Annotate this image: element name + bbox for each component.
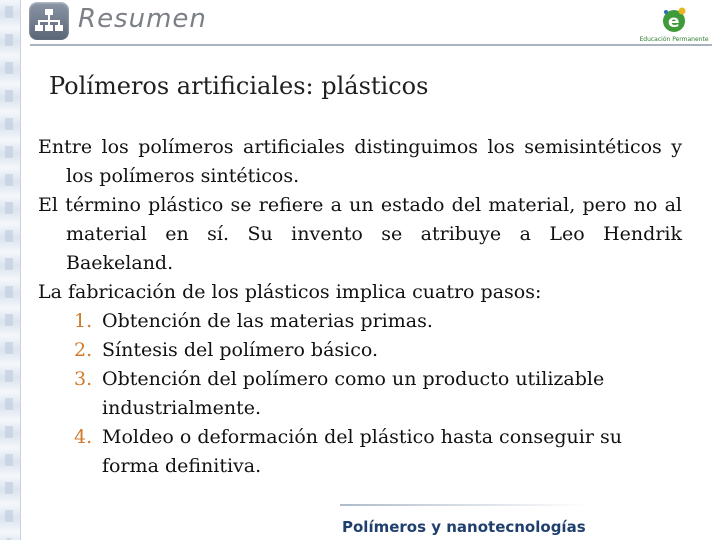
summary-hierarchy-icon [29,2,69,40]
footer-divider [340,504,590,506]
list-item [38,307,682,336]
step-text: Obtención del polímero como un producto utilizable industrialmente. [102,368,605,419]
paragraph: Entre los polímeros artificiales distinguimos los semisintéticos y los polímeros sintéticos. [38,136,682,187]
left-decorative-border [0,0,21,540]
paragraph: La fabricación de los plásticos implica cuatro pasos: [38,281,542,303]
footer-text: Polímeros y nanotecnologías [342,518,586,536]
step-text: Síntesis del polímero básico. [102,339,379,361]
step-text: Obtención de las materias primas. [102,310,433,332]
svg-text:e: e [668,12,680,32]
step-number: 3. [74,368,93,390]
list-item [38,365,682,423]
slide-body [38,133,682,481]
step-number: 4. [74,426,93,448]
slide-title: Polímeros artificiales: plásticos [49,72,429,100]
educacion-permanente-logo [634,4,714,44]
header-divider [30,44,712,46]
steps-list [38,307,682,481]
paragraph: El término plástico se refiere a un estado del material, pero no al material en sí. Su invento se atribuye a Leo Hendrik Baekeland. [38,194,682,274]
step-number: 1. [74,310,93,332]
list-item [38,336,682,365]
header-title: Resumen [78,4,207,34]
logo-text: Educación Permanente [639,36,709,43]
list-item [38,423,682,481]
step-text: Moldeo o deformación del plástico hasta conseguir su forma definitiva. [102,426,622,477]
step-number: 2. [74,339,93,361]
